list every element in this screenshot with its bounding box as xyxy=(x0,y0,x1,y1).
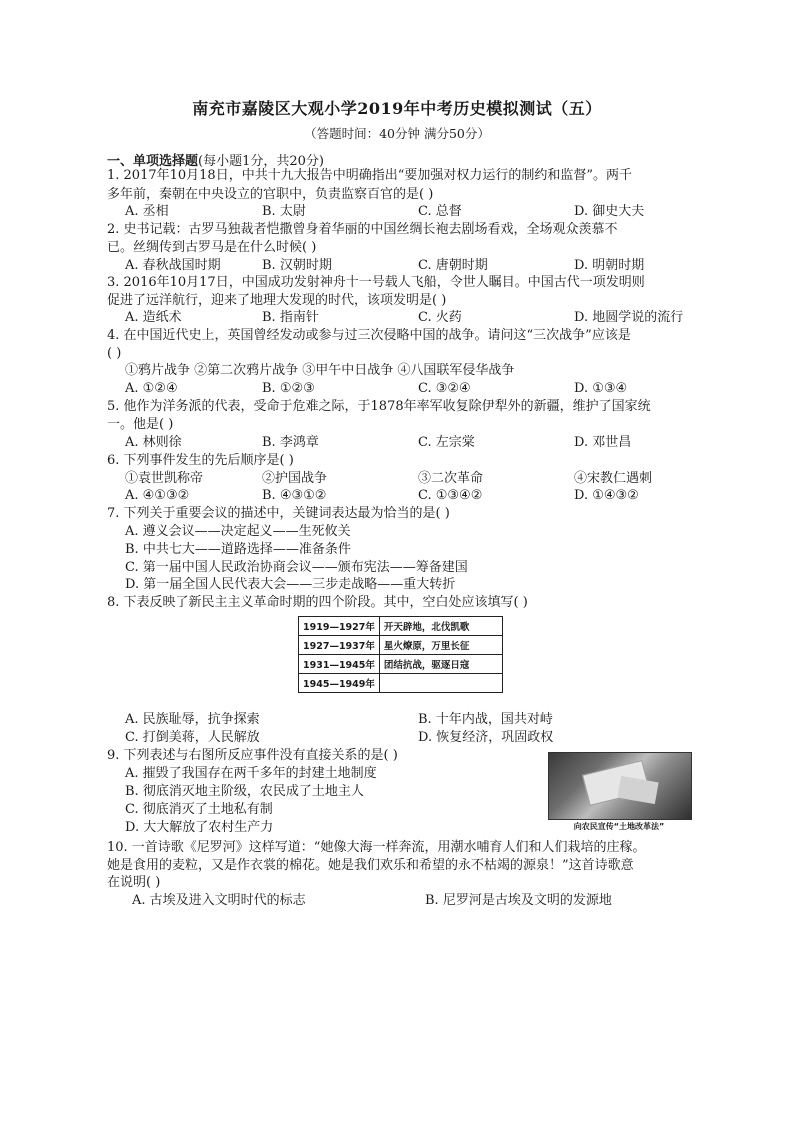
question-10-text-line2: 她是食用的麦粒，又是作衣裳的棉花。她是我们欢乐和希望的永不枯竭的源泉！”这首诗歌意 xyxy=(107,858,634,873)
question-6-event-3: ③二次革命 xyxy=(418,471,484,486)
question-5-text-line2: 一。他是( ) xyxy=(107,417,174,432)
table-cell-theme: 星火燎原，万里长征 xyxy=(379,636,502,655)
table-cell-period: 1919—1927年 xyxy=(299,617,380,636)
page-title: 南充市嘉陵区大观小学2019年中考历史模拟测试（五） xyxy=(192,99,602,118)
question-4-items: ①鸦片战争 ②第二次鸦片战争 ③甲午中日战争 ④八国联军侵华战争 xyxy=(125,363,515,378)
question-3-option-d[interactable]: D. 地圆学说的流行 xyxy=(574,310,684,325)
question-5-option-a[interactable]: A. 林则徐 xyxy=(125,435,182,450)
question-8-option-b[interactable]: B. 十年内战，国共对峙 xyxy=(418,712,553,727)
question-8-option-c[interactable]: C. 打倒美蒋，人民解放 xyxy=(125,730,260,745)
table-cell-period: 1931—1945年 xyxy=(299,655,380,674)
question-2-text-line2: 已。丝绸传到古罗马是在什么时候( ) xyxy=(107,240,317,255)
table-cell-theme: 开天辟地，北伐凯歌 xyxy=(379,617,502,636)
question-4-option-a[interactable]: A. ①②④ xyxy=(125,381,178,396)
question-2-option-c[interactable]: C. 唐朝时期 xyxy=(418,258,488,273)
exam-time-info: （答题时间：40分钟 满分50分） xyxy=(304,126,490,141)
question-4-text-line1: 4. 在中国近代史上，英国曾经发动或参与过三次侵略中国的战争。请问这“三次战争”应该是 xyxy=(107,328,631,343)
question-6-event-4: ④宋教仁遇刺 xyxy=(574,471,653,486)
question-2-option-d[interactable]: D. 明朝时期 xyxy=(574,258,645,273)
question-9-option-a[interactable]: A. 摧毁了我国存在两千多年的封建土地制度 xyxy=(125,766,377,781)
question-10-option-b[interactable]: B. 尼罗河是古埃及文明的发源地 xyxy=(425,893,612,908)
question-6-option-a[interactable]: A. ④①③② xyxy=(125,488,190,503)
question-3-text-line2: 促进了远洋航行，迎来了地理大发现的时代，该项发明是( ) xyxy=(107,293,447,308)
question-6-event-1: ①袁世凯称帝 xyxy=(125,471,204,486)
question-6-option-b[interactable]: B. ④③①② xyxy=(262,488,327,503)
question-1-option-b[interactable]: B. 太尉 xyxy=(262,204,306,219)
section-title: 一、单项选择题 xyxy=(107,154,199,169)
table-row xyxy=(299,636,503,655)
question-4-option-c[interactable]: C. ③②④ xyxy=(418,381,471,396)
question-7-option-d[interactable]: D. 第一届全国人民代表大会——三步走战略——重大转折 xyxy=(125,577,456,592)
question-9-option-c[interactable]: C. 彻底消灭了土地私有制 xyxy=(125,802,273,817)
question-8-option-a[interactable]: A. 民族耻辱，抗争探索 xyxy=(125,712,260,727)
question-5-option-d[interactable]: D. 邓世昌 xyxy=(574,435,632,450)
question-6-option-d[interactable]: D. ①④③② xyxy=(574,488,639,503)
land-reform-photo xyxy=(548,752,692,820)
table-row xyxy=(299,617,503,636)
question-3-option-a[interactable]: A. 造纸术 xyxy=(125,310,182,325)
question-4-option-d[interactable]: D. ①③④ xyxy=(574,381,628,396)
question-4-option-b[interactable]: B. ①②③ xyxy=(262,381,315,396)
question-6-text-line1: 6. 下列事件发生的先后顺序是( ) xyxy=(107,453,294,468)
section-note: (每小题1分，共20分) xyxy=(198,154,324,169)
question-9-option-d[interactable]: D. 大大解放了农村生产力 xyxy=(125,820,274,835)
question-9-option-b[interactable]: B. 彻底消灭地主阶级，农民成了土地主人 xyxy=(125,784,364,799)
question-8-text-line1: 8. 下表反映了新民主主义革命时期的四个阶段。其中，空白处应该填写( ) xyxy=(107,595,528,610)
question-7-text-line1: 7. 下列关于重要会议的描述中，关键词表达最为恰当的是( ) xyxy=(107,506,450,521)
question-10-text-line3: 在说明( ) xyxy=(107,875,161,890)
table-cell-blank xyxy=(379,674,502,693)
question-3-option-c[interactable]: C. 火药 xyxy=(418,310,462,325)
revolution-stages-table xyxy=(298,616,503,693)
question-5-text-line1: 5. 他作为洋务派的代表，受命于危难之际，于1878年率军收复除伊犁外的新疆，维护了国家统 xyxy=(107,399,651,414)
question-4-text-line2: ( ) xyxy=(107,346,122,361)
question-2-text-line1: 2. 史书记载：古罗马独裁者恺撒曾身着华丽的中国丝绸长袍去剧场看戏，全场观众羡慕不 xyxy=(107,222,618,237)
table-cell-period: 1945—1949年 xyxy=(299,674,380,693)
table-row xyxy=(299,655,503,674)
question-10-text-line1: 10. 一首诗歌《尼罗河》这样写道：“她像大海一样奔流，用潮水哺育人们和人们栽培的庄稼。 xyxy=(107,840,646,855)
question-3-option-b[interactable]: B. 指南针 xyxy=(262,310,319,325)
photo-caption: 向农民宣传“土地改革法” xyxy=(573,822,665,831)
question-9-text-line1: 9. 下列表述与右图所反应事件没有直接关系的是( ) xyxy=(107,748,398,763)
question-3-text-line1: 3. 2016年10月17日，中国成功发射神舟十一号载人飞船，令世人瞩目。中国古代一项发明则 xyxy=(107,275,645,290)
question-8-option-d[interactable]: D. 恢复经济，巩固政权 xyxy=(418,730,554,745)
question-1-option-d[interactable]: D. 御史大夫 xyxy=(574,204,645,219)
question-7-option-a[interactable]: A. 遵义会议——决定起义——生死攸关 xyxy=(125,524,351,539)
question-1-text-line2: 多年前，秦朝在中央设立的官职中，负责监察百官的是( ) xyxy=(107,187,434,202)
question-5-option-b[interactable]: B. 李鸿章 xyxy=(262,435,319,450)
question-5-option-c[interactable]: C. 左宗棠 xyxy=(418,435,475,450)
question-1-option-c[interactable]: C. 总督 xyxy=(418,204,462,219)
table-cell-theme: 团结抗战，驱逐日寇 xyxy=(379,655,502,674)
question-1-option-a[interactable]: A. 丞相 xyxy=(125,204,169,219)
question-2-option-a[interactable]: A. 春秋战国时期 xyxy=(125,258,221,273)
question-10-option-a[interactable]: A. 古埃及进入文明时代的标志 xyxy=(132,893,306,908)
question-7-option-b[interactable]: B. 中共七大——道路选择——准备条件 xyxy=(125,542,351,557)
table-row xyxy=(299,674,503,693)
table-cell-period: 1927—1937年 xyxy=(299,636,380,655)
question-7-option-c[interactable]: C. 第一届中国人民政治协商会议——颁布宪法——筹备建国 xyxy=(125,560,468,575)
question-2-option-b[interactable]: B. 汉朝时期 xyxy=(262,258,332,273)
question-6-event-2: ②护国战争 xyxy=(262,471,328,486)
question-1-text-line1: 1. 2017年10月18日，中共十九大报告中明确指出“要加强对权力运行的制约和监督”。两千 xyxy=(107,168,632,183)
question-6-option-c[interactable]: C. ①③④② xyxy=(418,488,483,503)
